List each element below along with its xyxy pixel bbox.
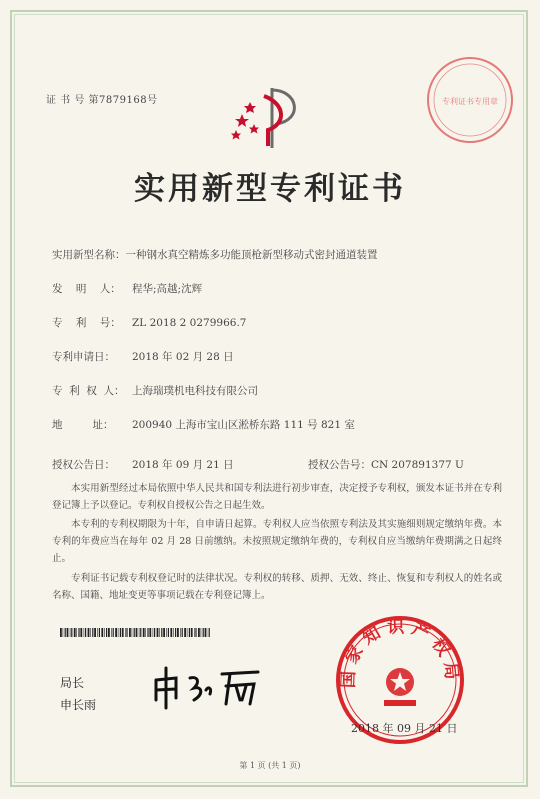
field-name-value: 一种钢水真空精炼多功能顶枪新型移动式密封通道装置 xyxy=(125,249,378,261)
barcode-bar xyxy=(104,628,105,637)
barcode-bar xyxy=(63,628,64,637)
handwritten-signature-icon xyxy=(150,660,270,710)
small-seal-text: 专利证书专用章 xyxy=(442,97,498,106)
field-announce-number xyxy=(308,457,464,472)
barcode-bar xyxy=(177,628,179,637)
barcode-bar xyxy=(166,628,167,637)
barcode-bar xyxy=(205,628,207,637)
barcode-bar xyxy=(106,628,107,637)
barcode-bar xyxy=(209,628,210,637)
barcode-bar xyxy=(184,628,186,637)
barcode-bar xyxy=(88,628,90,637)
barcode-bar xyxy=(94,628,96,637)
field-filing-date-label: 专利申请日： xyxy=(52,351,115,363)
barcode-bar xyxy=(187,628,188,637)
barcode-bar xyxy=(99,628,100,637)
barcode-bar xyxy=(60,628,62,637)
page-number: 第 1 页 (共 1 页) xyxy=(239,761,301,770)
stamp-text: 国家知识产权局 xyxy=(338,617,462,689)
certificate-number: 证 书 号 第7879168号 xyxy=(46,95,158,106)
barcode-bar xyxy=(70,628,71,637)
barcode-bar xyxy=(140,628,141,637)
barcode-bar xyxy=(182,628,183,637)
field-inventor-value: 程华;高越;沈辉 xyxy=(132,283,203,295)
barcode-bar xyxy=(161,628,162,637)
barcode-bar xyxy=(122,628,124,637)
field-announce-date xyxy=(52,457,234,472)
barcode-bar xyxy=(143,628,145,637)
field-announce-date-value: 2018 年 09 月 21 日 xyxy=(132,459,234,471)
field-address-value: 200940 上海市宝山区淞桥东路 111 号 821 室 xyxy=(132,419,355,431)
barcode-bar xyxy=(67,628,69,637)
barcode-bar xyxy=(125,628,126,637)
signature-title: 局长 xyxy=(60,676,85,690)
barcode-bar xyxy=(134,628,135,637)
field-patent-number-value: ZL 2018 2 0279966.7 xyxy=(132,317,247,329)
barcode-bar xyxy=(65,628,66,637)
barcode-bar xyxy=(132,628,133,637)
barcode-bar xyxy=(154,628,155,637)
barcode-bar xyxy=(153,628,154,637)
paragraph-2: 本专利的专利权期限为十年，自申请日起算。专利权人应当依照专利法及其实施细则规定缴纳年费。本专利的年费应当在每年 02 月 28 日前缴纳。未按照规定缴纳年费的，专利权自应当缴纳年费期满之日起终止。 xyxy=(52,519,502,564)
barcode-bar xyxy=(194,628,195,637)
barcode-bar xyxy=(129,628,131,637)
field-name-label: 实用新型名称： xyxy=(52,249,126,261)
field-inventor xyxy=(52,281,202,296)
barcode-bar xyxy=(173,628,174,637)
barcode-bar xyxy=(157,628,159,637)
barcode-bar xyxy=(208,628,209,637)
field-address xyxy=(52,417,355,432)
barcode-bar xyxy=(74,628,76,637)
barcode-bar xyxy=(113,628,114,637)
barcode-bar xyxy=(198,628,200,637)
barcode-bar xyxy=(170,628,172,637)
barcode-bar xyxy=(76,628,77,637)
barcode-bar xyxy=(78,628,79,637)
barcode-bar xyxy=(120,628,121,637)
field-announce-number-value: CN 207891377 U xyxy=(371,459,464,471)
field-patent-number-label: 专 利 号： xyxy=(52,317,121,329)
small-seal-icon xyxy=(424,54,516,146)
field-patent-number xyxy=(52,315,246,330)
barcode-bar xyxy=(80,628,82,637)
barcode-bar xyxy=(97,628,98,637)
field-patentee-label: 专 利 权 人： xyxy=(52,385,125,397)
signature-name: 申长雨 xyxy=(60,698,97,712)
barcode-bar xyxy=(180,628,181,637)
field-name xyxy=(52,247,378,262)
paragraph-3: 专利证书记载专利权登记时的法律状况。专利权的转移、质押、无效、终止、恢复和专利权人的姓名或名称、国籍、地址变更等事项记载在专利登记簿上。 xyxy=(52,573,502,601)
barcode-bar xyxy=(108,628,110,637)
field-filing-date xyxy=(52,349,234,364)
barcode-bar xyxy=(90,628,91,637)
barcode-bar xyxy=(175,628,176,637)
field-patentee xyxy=(52,383,258,398)
barcode-bar xyxy=(85,628,86,637)
field-patentee-value: 上海瑞璞机电科技有限公司 xyxy=(132,385,258,397)
barcode-bar xyxy=(191,628,193,637)
barcode-icon xyxy=(60,628,210,637)
certificate-title: 实用新型专利证书 xyxy=(134,171,406,207)
barcode-bar xyxy=(149,628,151,637)
barcode-bar xyxy=(84,628,85,637)
barcode-bar xyxy=(115,628,117,637)
paragraph-1: 本实用新型经过本局依照中华人民共和国专利法进行初步审查，决定授予专利权，颁发本证书并在专利登记簿上予以登记。专利权自授权公告之日起生效。 xyxy=(52,483,502,511)
barcode-bar xyxy=(201,628,202,637)
barcode-bar xyxy=(189,628,190,637)
barcode-bar xyxy=(92,628,93,637)
barcode-bar xyxy=(71,628,72,637)
barcode-bar xyxy=(163,628,165,637)
barcode-bar xyxy=(111,628,112,637)
barcode-bar xyxy=(203,628,204,637)
barcode-bar xyxy=(136,628,138,637)
field-announce-number-label: 授权公告号： xyxy=(308,459,371,471)
barcode-bar xyxy=(118,628,119,637)
barcode-bar xyxy=(195,628,196,637)
field-inventor-label: 发 明 人： xyxy=(52,283,121,295)
barcode-bar xyxy=(145,628,146,637)
barcode-bar xyxy=(139,628,140,637)
issue-date: 2018 年 09 月 21 日 xyxy=(351,722,458,735)
field-announce-date-label: 授权公告日： xyxy=(52,459,115,471)
field-address-label: 地 址： xyxy=(52,419,114,431)
barcode-bar xyxy=(168,628,169,637)
barcode-bar xyxy=(147,628,148,637)
patent-office-logo-icon xyxy=(228,84,318,154)
barcode-bar xyxy=(101,628,103,637)
field-filing-date-value: 2018 年 02 月 28 日 xyxy=(132,351,234,363)
barcode-bar xyxy=(126,628,127,637)
barcode-bar xyxy=(159,628,160,637)
